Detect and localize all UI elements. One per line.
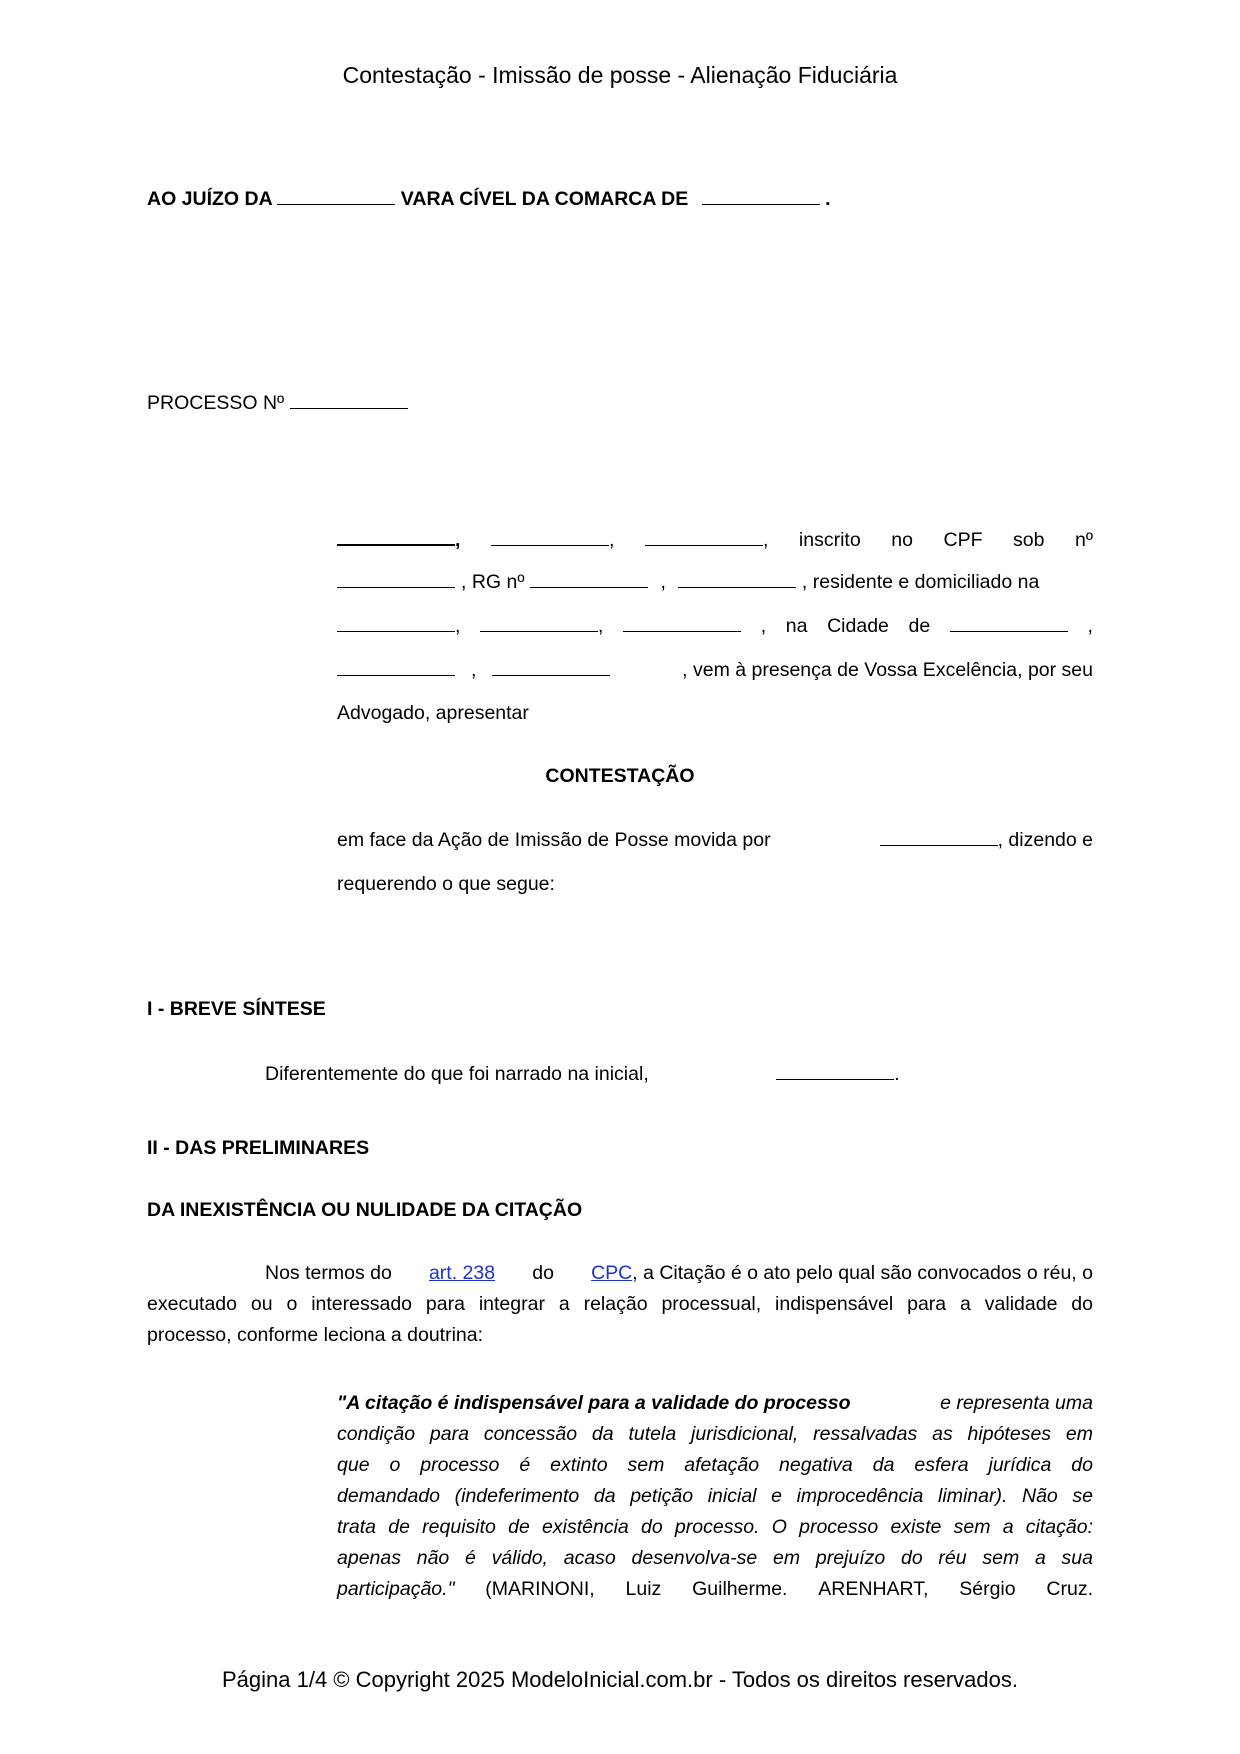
section1-paragraph <box>265 1062 900 1086</box>
blank-field <box>645 528 763 546</box>
blank-field <box>337 527 455 546</box>
running-header: Contestação - Imissão de posse - Alienação Fiduciária <box>342 62 898 88</box>
doctrine-quote <box>337 1392 1093 1622</box>
qual-word: sob <box>1013 529 1045 551</box>
blank-field <box>337 614 455 632</box>
qual-text: , residente e domiciliado na <box>801 571 1040 593</box>
qual-word: CPF <box>943 529 983 551</box>
blank-field <box>337 570 455 588</box>
blank-field <box>678 570 796 588</box>
blank-field <box>337 658 455 676</box>
section1-end: . <box>894 1063 900 1085</box>
qual-word: nº <box>1075 529 1093 551</box>
qual-text: , <box>455 615 461 637</box>
contestacao-title: CONTESTAÇÃO <box>545 765 695 787</box>
quote-text: apenas não é válido, acaso desenvolva-se em prejuízo do réu sem a sua <box>337 1547 1093 1569</box>
qual-comma: , <box>608 529 615 551</box>
citation-text: Luiz <box>625 1578 662 1600</box>
qual-text: , vem à presença de Vossa Excelência, por seu <box>682 659 1093 681</box>
face-paragraph <box>337 828 1093 908</box>
citation-text: (MARINONI, <box>485 1578 595 1600</box>
cpc-link[interactable]: CPC <box>591 1262 633 1284</box>
face-text: em face da Ação de Imissão de Posse movida por <box>337 829 771 851</box>
art-238-link[interactable]: art. 238 <box>428 1262 496 1284</box>
quote-text: e representa uma <box>940 1392 1093 1414</box>
qual-text: Advogado, apresentar <box>337 702 529 724</box>
processo-label: PROCESSO Nº <box>147 392 285 414</box>
section-subtitle-citacao: DA INEXISTÊNCIA OU NULIDADE DA CITAÇÃO <box>147 1199 583 1221</box>
section1-text: Diferentemente do que foi narrado na inicial, <box>265 1063 649 1085</box>
qual-text: de <box>908 615 931 637</box>
addressee-part2: VARA CÍVEL DA COMARCA DE <box>400 188 689 210</box>
qual-word: no <box>891 529 913 551</box>
blank-field <box>492 658 610 676</box>
qual-text: , <box>660 571 666 593</box>
citation-text: ARENHART, <box>818 1578 929 1600</box>
section-title-breve-sintese: I - BREVE SÍNTESE <box>147 998 326 1020</box>
citacao-paragraph <box>147 1262 1093 1362</box>
face-text: requerendo o que segue: <box>337 873 555 895</box>
qual-text: na <box>785 615 808 637</box>
blank-field <box>530 570 648 588</box>
blank-field <box>491 528 609 546</box>
qual-text: , <box>760 615 767 637</box>
para-text: , a Citação é o ato pelo qual são convocados o réu, o <box>632 1262 1093 1284</box>
para-text: processo, conforme leciona a doutrina: <box>147 1324 484 1346</box>
blank-field <box>776 1062 894 1080</box>
citation-text: Cruz. <box>1046 1578 1093 1600</box>
quote-text: demandado (indeferimento da petição inicial e improcedência liminar). Não se <box>337 1485 1093 1507</box>
blank-field <box>702 187 820 205</box>
processo-line <box>147 391 408 415</box>
quote-bold: "A citação é indispensável para a validade do processo <box>337 1392 851 1414</box>
quote-text: que o processo é extinto sem afetação negativa da esfera jurídica do <box>337 1454 1093 1476</box>
blank-field <box>290 391 408 409</box>
qual-text: , <box>598 615 604 637</box>
addressee-part1: AO JUÍZO DA <box>147 188 272 210</box>
citation-text: Sérgio <box>959 1578 1016 1600</box>
face-text: , dizendo e <box>997 829 1093 851</box>
qual-text: , <box>1087 615 1093 637</box>
qual-comma: , <box>762 529 769 551</box>
qual-word: inscrito <box>798 529 861 551</box>
qual-text: , <box>471 659 477 681</box>
blank-field <box>277 187 395 205</box>
qual-comma: , <box>455 529 461 551</box>
quote-text: trata de requisito de existência do processo. O processo existe sem a citação: <box>337 1516 1093 1538</box>
para-text: Nos termos do <box>265 1262 392 1284</box>
blank-field <box>950 614 1068 632</box>
para-text: executado ou o interessado para integrar a relação processual, indispensável para a validade do <box>147 1293 1093 1315</box>
section-title-preliminares: II - DAS PRELIMINARES <box>147 1137 370 1159</box>
blank-field <box>623 614 741 632</box>
blank-field <box>880 828 998 846</box>
para-text: do <box>532 1262 554 1284</box>
qual-text: Cidade <box>827 615 889 637</box>
quote-text: condição para concessão da tutela jurisdicional, ressalvadas as hipóteses em <box>337 1423 1093 1445</box>
page-footer: Página 1/4 © Copyright 2025 ModeloInicial.com.br - Todos os direitos reservados. <box>222 1667 1018 1692</box>
addressee-end: . <box>825 188 831 210</box>
addressee-line <box>147 187 831 211</box>
qualification-paragraph <box>337 527 1093 727</box>
blank-field <box>480 614 598 632</box>
qual-text: , RG nº <box>461 571 525 593</box>
quote-text: participação." <box>337 1578 455 1600</box>
citation-text: Guilherme. <box>692 1578 788 1600</box>
